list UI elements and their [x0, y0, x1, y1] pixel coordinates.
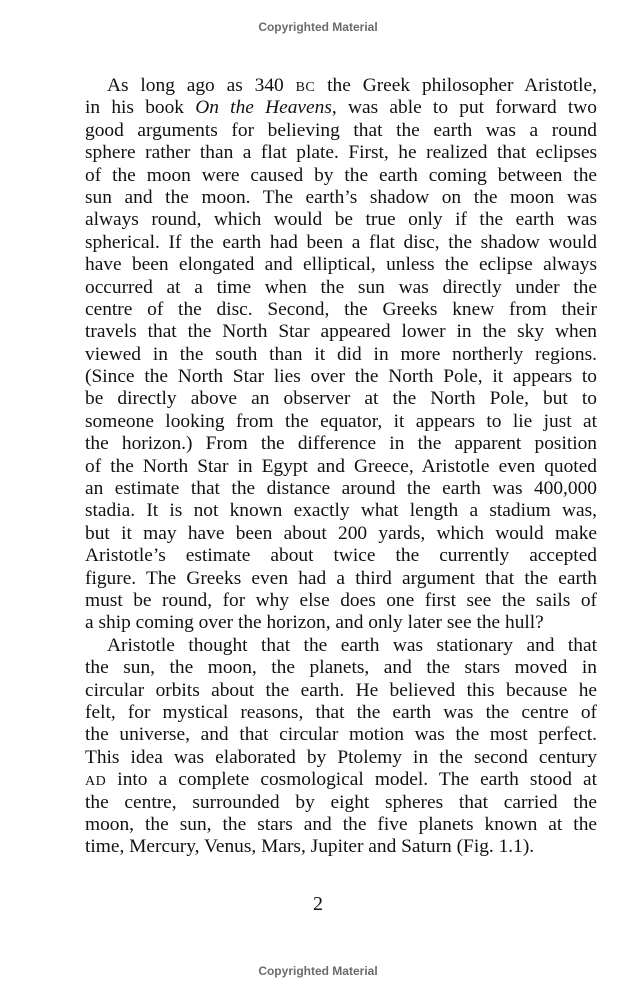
text-line — [85, 680, 597, 702]
text-line — [85, 142, 597, 164]
text-segment: of the North Star in Egypt and Greece, Aristotle even quoted — [85, 455, 597, 477]
text-segment: time, Mercury, Venus, Mars, Jupiter and Saturn (Fig. 1.1). — [85, 836, 535, 858]
text-line — [85, 97, 597, 119]
copyright-footer: Copyrighted Material — [258, 964, 378, 978]
body-text — [85, 75, 597, 859]
text-line — [85, 277, 597, 299]
text-line — [85, 411, 597, 433]
text-line — [85, 187, 597, 209]
text-line — [85, 702, 597, 724]
text-segment: have been elongated and elliptical, unless the eclipse always — [85, 254, 597, 276]
paragraph — [85, 635, 597, 859]
text-line — [85, 523, 597, 545]
text-segment: This idea was elaborated by Ptolemy in the second century — [85, 746, 597, 768]
text-line — [85, 836, 597, 858]
paragraph — [85, 75, 597, 635]
text-segment: , was able to put forward two — [331, 97, 597, 119]
text-segment: a ship coming over the horizon, and only later see the hull? — [85, 612, 544, 634]
text-line — [85, 366, 597, 388]
text-line — [85, 545, 597, 567]
text-segment: but it may have been about 200 yards, which would make — [85, 522, 597, 544]
text-segment: (Since the North Star lies over the North Pole, it appears to — [85, 366, 597, 388]
text-segment: sphere rather than a flat plate. First, he realized that eclipses — [85, 142, 597, 164]
text-line — [85, 500, 597, 522]
text-segment: the Greek philosopher Aristotle, — [315, 75, 597, 96]
text-segment: travels that the North Star appeared lower in the sky when — [85, 321, 597, 343]
text-line — [85, 254, 597, 276]
text-line — [85, 299, 597, 321]
text-line — [85, 433, 597, 455]
text-line — [85, 209, 597, 231]
text-segment: the horizon.) From the difference in the apparent position — [85, 433, 597, 455]
text-segment: in his book — [85, 97, 196, 119]
text-segment: the centre, surrounded by eight spheres that carried the — [85, 791, 597, 813]
text-line — [85, 814, 597, 836]
text-segment: viewed in the south than it did in more northerly regions. — [85, 343, 597, 365]
text-segment: good arguments for believing that the earth was a round — [85, 119, 597, 141]
text-segment: someone looking from the equator, it appears to lie just at — [85, 410, 597, 432]
text-segment: the universe, and that circular motion was the most perfect. — [85, 724, 597, 746]
text-segment: circular orbits about the earth. He believed this because he — [85, 679, 597, 701]
text-line — [85, 321, 597, 343]
text-segment: always round, which would be true only if the earth was — [85, 209, 597, 231]
text-line — [85, 747, 597, 769]
text-line — [85, 456, 597, 478]
text-line — [85, 635, 597, 657]
small-caps-text: BC — [295, 80, 316, 95]
text-segment: into a complete cosmological model. The earth stood at — [106, 769, 597, 791]
text-segment: As long ago as 340 — [107, 75, 296, 96]
text-line — [85, 75, 597, 97]
text-line — [85, 792, 597, 814]
small-caps-text: AD — [85, 774, 107, 790]
text-segment: Aristotle’s estimate about twice the currently accepted — [85, 545, 597, 567]
text-segment: must be round, for why else does one first see the sails of — [85, 589, 597, 611]
text-line — [85, 590, 597, 612]
text-line — [85, 568, 597, 590]
copyright-header: Copyrighted Material — [258, 20, 378, 34]
text-line — [85, 724, 597, 746]
text-line — [85, 232, 597, 254]
text-line — [85, 478, 597, 500]
text-segment: sun and the moon. The earth’s shadow on the moon was — [85, 186, 597, 208]
page-number: 2 — [313, 893, 323, 915]
text-line — [85, 344, 597, 366]
italic-title: On the Heavens — [195, 97, 332, 119]
text-segment: figure. The Greeks even had a third argument that the earth — [85, 567, 597, 589]
text-line — [85, 612, 597, 634]
text-segment: spherical. If the earth had been a flat disc, the shadow would — [85, 231, 597, 253]
text-line — [85, 388, 597, 410]
text-segment: the sun, the moon, the planets, and the stars moved in — [85, 657, 597, 679]
text-segment: stadia. It is not known exactly what length a stadium was, — [85, 500, 597, 522]
text-segment: Aristotle thought that the earth was stationary and that — [107, 634, 597, 656]
text-segment: an estimate that the distance around the earth was 400,000 — [85, 478, 597, 500]
text-segment: moon, the sun, the stars and the five planets known at the — [85, 813, 597, 835]
text-segment: occurred at a time when the sun was directly under the — [85, 276, 597, 298]
text-segment: felt, for mystical reasons, that the earth was the centre of — [85, 701, 597, 723]
text-segment: be directly above an observer at the North Pole, but to — [85, 388, 597, 410]
text-segment: of the moon were caused by the earth coming between the — [85, 164, 597, 186]
text-line — [85, 165, 597, 187]
text-line — [85, 657, 597, 679]
text-line — [85, 769, 597, 791]
text-line — [85, 120, 597, 142]
text-segment: centre of the disc. Second, the Greeks knew from their — [85, 298, 597, 320]
